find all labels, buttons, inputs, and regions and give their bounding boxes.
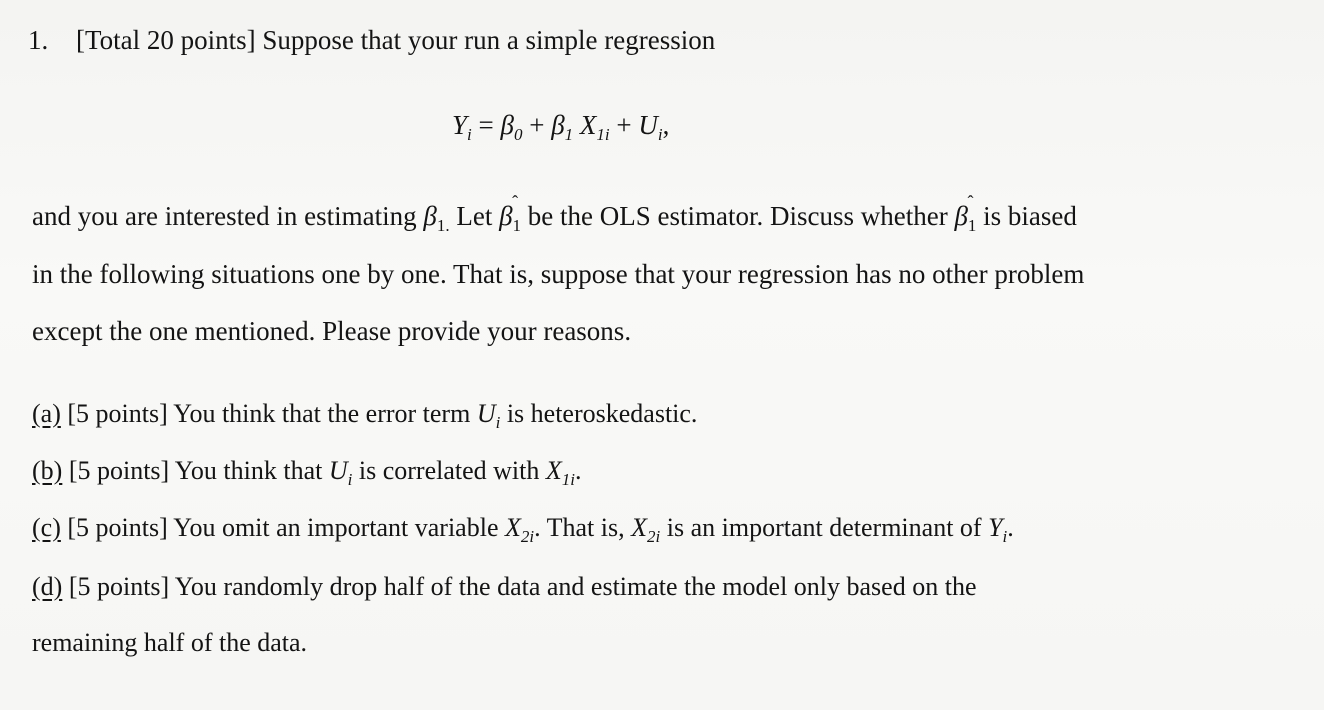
part-c-text: [5 points] You omit an important variable: [60, 513, 505, 542]
beta-hat-symbol: [499, 192, 519, 232]
hat-accent: ˆ: [512, 192, 519, 212]
eq-x-sub: 1i: [596, 125, 610, 144]
eq-beta0: β: [500, 110, 514, 140]
var-u-sub: i: [347, 470, 353, 489]
eq-equals: =: [471, 110, 501, 140]
para-text: be the OLS estimator. Discuss whether: [521, 201, 955, 231]
var-u: U: [328, 456, 348, 485]
eq-beta1: β: [551, 110, 565, 140]
eq-beta0-sub: 0: [513, 125, 523, 144]
var-y-sub: i: [1002, 527, 1008, 546]
part-c-label: (c): [32, 513, 61, 542]
part-c-text-end: .: [1007, 513, 1014, 542]
part-b-text-end: .: [575, 456, 582, 485]
part-d-label: (d): [32, 572, 63, 601]
part-b-label: (b): [32, 456, 63, 485]
part-a-label: (a): [32, 399, 61, 428]
var-x2: X: [504, 513, 521, 542]
eq-lhs: Y: [452, 110, 468, 140]
eq-plus-2: +: [609, 110, 639, 140]
part-c: [32, 512, 1014, 544]
hat-accent: ˆ: [967, 192, 974, 212]
beta-hat-base: β: [499, 201, 513, 231]
var-x1-sub: 1i: [561, 470, 575, 489]
var-x2-sub: 2i: [647, 527, 661, 546]
para-text: Let: [449, 201, 500, 231]
eq-lhs-sub: i: [467, 125, 472, 144]
question-heading: [28, 24, 715, 56]
part-d-continuation: remaining half of the data.: [32, 628, 308, 657]
question-intro: [Total 20 points] Suppose that your run a simple regression: [76, 25, 716, 55]
part-c-text-mid: . That is,: [534, 513, 632, 542]
para-text: is biased: [976, 201, 1077, 231]
var-x2-sub: 2i: [520, 527, 535, 546]
eq-beta1-sub: 1: [564, 125, 574, 144]
part-d-text: [5 points] You randomly drop half of the data and estimate the model only based on the: [62, 572, 977, 601]
part-d: [32, 571, 976, 603]
paragraph-line-2: in the following situations one by one. That is, suppose that your regression has no other problem: [32, 259, 1085, 289]
eq-plus-1: +: [522, 110, 552, 140]
part-b: [32, 455, 582, 487]
var-y: Y: [988, 513, 1003, 542]
part-a-text-end: is heteroskedastic.: [500, 399, 698, 428]
beta-sub: 1.: [436, 216, 450, 235]
beta-hat-symbol: [954, 192, 974, 232]
eq-end: ,: [662, 110, 670, 140]
var-u-sub: i: [495, 413, 501, 432]
beta-hat-base: β: [954, 201, 968, 231]
para-text: and you are interested in estimating: [32, 201, 424, 231]
eq-x: X: [573, 110, 597, 140]
regression-equation: [452, 110, 670, 144]
beta-hat-sub: 1: [967, 216, 977, 235]
part-b-text: [5 points] You think that: [62, 456, 329, 485]
part-b-text-mid: is correlated with: [352, 456, 546, 485]
var-u: U: [476, 399, 496, 428]
beta-hat-sub: 1: [512, 216, 522, 235]
beta-symbol: β: [423, 201, 437, 231]
var-x1: X: [545, 456, 562, 485]
var-x2: X: [631, 513, 648, 542]
paragraph-line-3: except the one mentioned. Please provide your reasons.: [32, 316, 632, 346]
paragraph-line-1: [32, 192, 1077, 235]
eq-u: U: [638, 110, 658, 140]
part-a: [32, 398, 697, 430]
part-a-text: [5 points] You think that the error term: [60, 399, 477, 428]
part-c-text-mid-2: is an important determinant of: [660, 513, 989, 542]
question-number: 1.: [28, 25, 49, 55]
eq-u-sub: i: [657, 125, 663, 144]
